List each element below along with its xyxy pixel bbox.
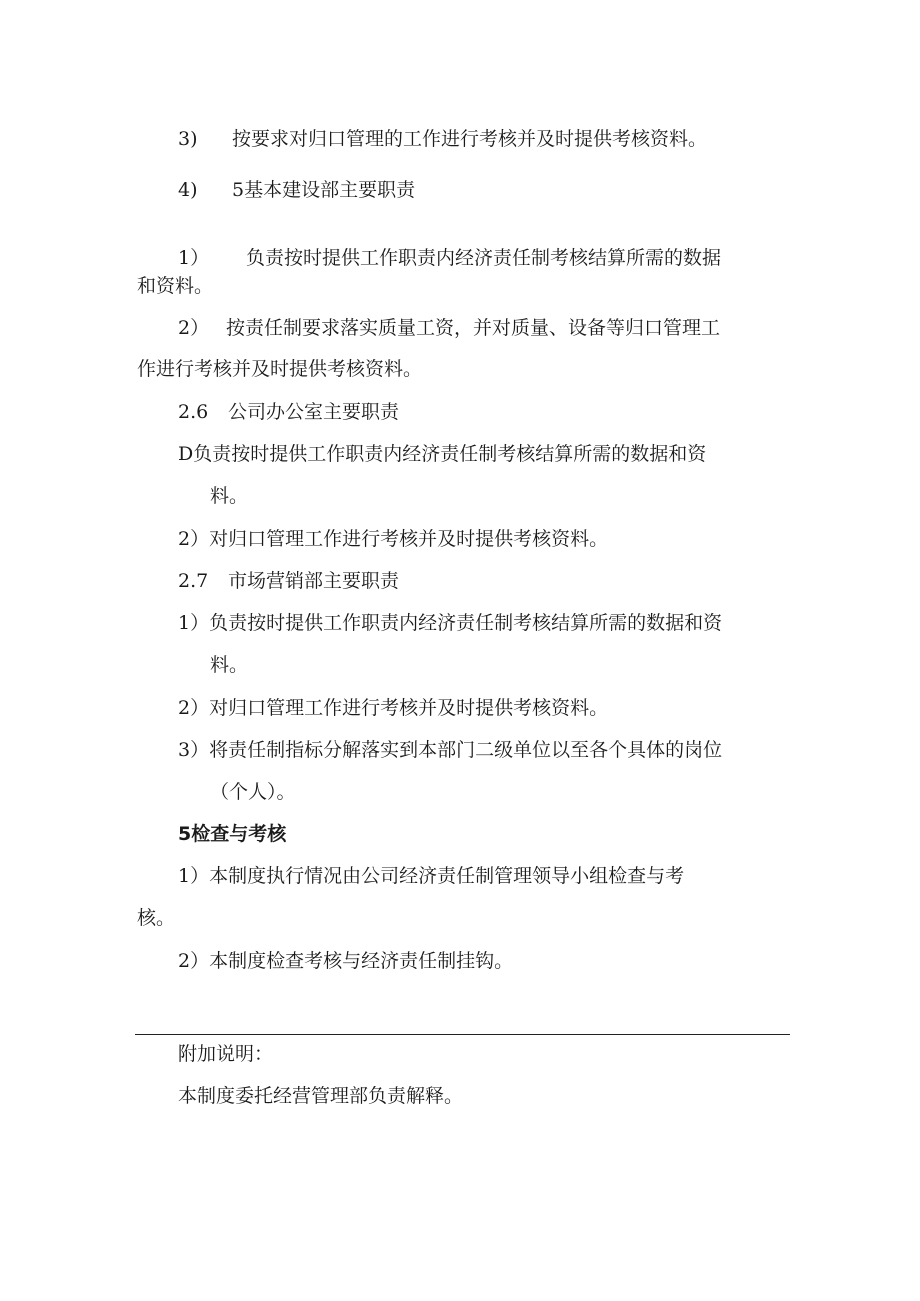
section-2-7-item-1: 1）负责按时提供工作职责内经济责任制考核结算所需的数据和资: [178, 612, 723, 634]
section-number: 2.7: [178, 570, 209, 592]
list-text: 按责任制要求落实质量工资，并对质量、设备等归口管理工: [226, 317, 721, 339]
list-item-4: [178, 178, 415, 202]
list-number: 4): [178, 179, 198, 201]
construction-item-2: [178, 316, 720, 340]
section-5-item-1-cont: 核。: [137, 907, 176, 929]
section-2-7-item-2: 2）对归口管理工作进行考核并及时提供考核资料。: [178, 697, 609, 719]
section-5-item-1: 1）本制度执行情况由公司经济责任制管理领导小组检查与考: [178, 865, 685, 887]
footer-label: 附加说明：: [178, 1043, 274, 1065]
section-2-7-heading: [178, 569, 399, 593]
construction-item-2-cont: 作进行考核并及时提供考核资料。: [137, 358, 423, 380]
section-2-6-item-1: D负责按时提供工作职责内经济责任制考核结算所需的数据和资: [178, 443, 707, 465]
section-2-6-item-1-cont: 料。: [210, 485, 249, 507]
list-number: 1）: [178, 247, 210, 269]
section-title: 公司办公室主要职责: [228, 401, 400, 423]
footer-divider: [135, 1034, 790, 1035]
section-5-heading: 5检查与考核: [178, 823, 287, 845]
list-text: 负责按时提供工作职责内经济责任制考核结算所需的数据: [246, 247, 722, 269]
section-2-7-item-1-cont: 料。: [210, 654, 249, 676]
section-2-6-item-2: 2）对归口管理工作进行考核并及时提供考核资料。: [178, 528, 609, 550]
list-number: 2）: [178, 317, 210, 339]
construction-item-1-cont: 和资料。: [137, 275, 214, 297]
list-number: 3): [178, 128, 198, 150]
list-text: 5基本建设部主要职责: [232, 179, 416, 201]
section-2-6-heading: [178, 400, 399, 424]
footer-text: 本制度委托经营管理部负责解释。: [178, 1085, 464, 1107]
section-number: 2.6: [178, 401, 209, 423]
section-title: 市场营销部主要职责: [228, 570, 400, 592]
construction-item-1: [178, 246, 721, 270]
section-2-7-item-3: 3）将责任制指标分解落实到本部门二级单位以至各个具体的岗位: [178, 739, 723, 761]
list-text: 按要求对归口管理的工作进行考核并及时提供考核资料。: [232, 128, 708, 150]
list-item-3: [178, 127, 707, 151]
section-5-item-2: 2）本制度检查考核与经济责任制挂钩。: [178, 950, 514, 972]
section-2-7-item-3-cont: （个人）。: [210, 781, 296, 803]
